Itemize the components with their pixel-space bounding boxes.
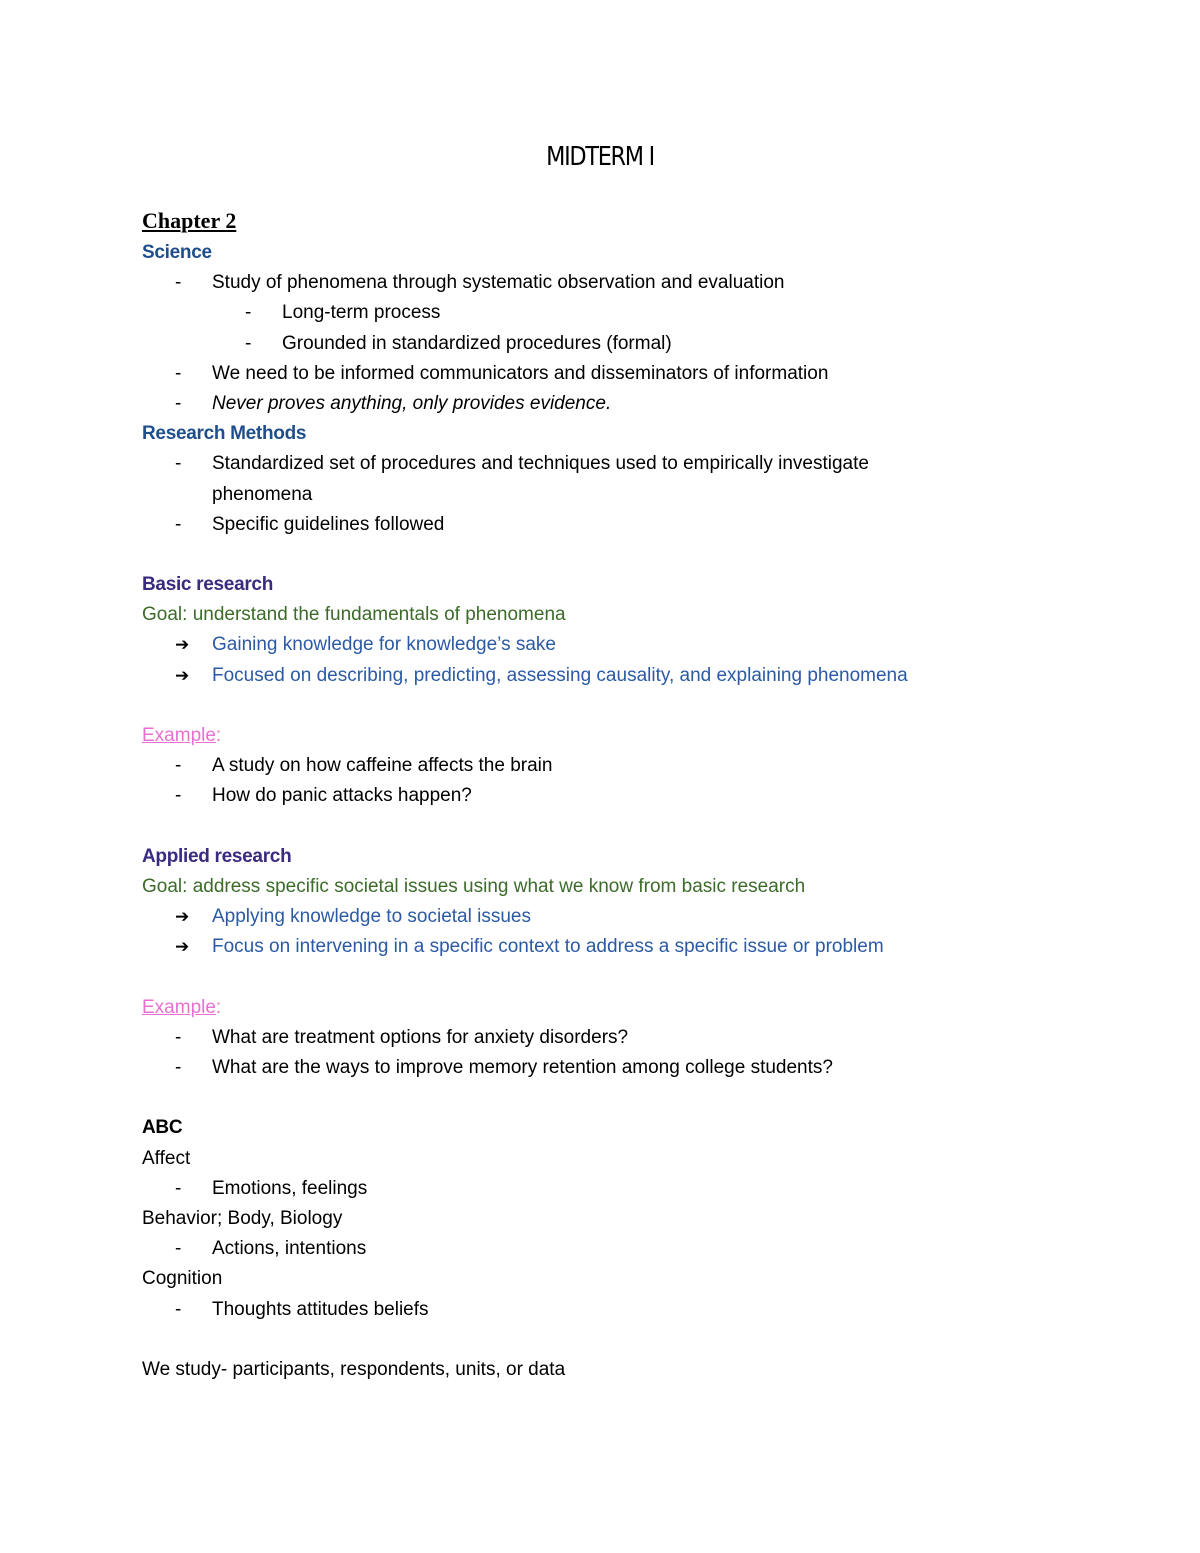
list-item <box>142 389 1042 419</box>
list-item <box>142 1234 1042 1264</box>
study-units-line: We study- participants, respondents, units, or data <box>142 1358 566 1380</box>
science-heading: Science <box>142 242 212 263</box>
example-link[interactable]: Example <box>142 996 216 1018</box>
basic-research-heading: Basic research <box>142 574 274 596</box>
arrow-list-item <box>142 661 1042 691</box>
list-item <box>142 1295 1042 1325</box>
arrow-bullet-icon: ➔ <box>175 665 190 685</box>
example-label: Example: <box>142 725 222 746</box>
list-item-text: Grounded in standardized procedures (formal) <box>282 332 672 354</box>
dash-bullet: - <box>175 272 182 294</box>
list-item-text: What are treatment options for anxiety disorders? <box>212 1026 629 1048</box>
arrow-list-item <box>142 932 1042 962</box>
list-item <box>142 751 1042 781</box>
document-title: MIDTERM I <box>546 142 654 172</box>
dash-bullet: - <box>175 1238 182 1260</box>
example-link[interactable]: Example <box>142 725 216 746</box>
dash-bullet: - <box>245 302 252 324</box>
arrow-list-item <box>142 902 1042 932</box>
document-body <box>142 206 1042 1385</box>
applied-research-heading: Applied research <box>142 845 292 867</box>
dash-bullet: - <box>245 332 252 354</box>
list-item-text: What are the ways to improve memory retention among college students? <box>212 1057 833 1079</box>
list-item-text: Specific guidelines followed <box>212 513 445 535</box>
abc-behavior: Behavior; Body, Biology <box>142 1208 343 1229</box>
list-item-text: A study on how caffeine affects the brain <box>212 755 553 777</box>
list-item <box>142 1053 1042 1083</box>
list-item <box>142 298 1042 328</box>
basic-research-goal: Goal: understand the fundamentals of phenomena <box>142 604 566 626</box>
dash-bullet: - <box>175 453 182 475</box>
list-item <box>142 329 1042 359</box>
dash-bullet: - <box>175 1298 182 1320</box>
arrow-bullet-icon: ➔ <box>175 635 190 655</box>
list-item <box>142 449 1042 479</box>
list-item-text: Study of phenomena through systematic observation and evaluation <box>212 272 785 294</box>
dash-bullet: - <box>175 392 182 414</box>
abc-heading: ABC <box>142 1117 183 1139</box>
list-item-text: Emotions, feelings <box>212 1177 368 1199</box>
list-item-text: We need to be informed communicators and disseminators of information <box>212 362 829 384</box>
list-item-text: Never proves anything, only provides evidence. <box>212 392 612 414</box>
list-item-text: Long-term process <box>282 302 441 324</box>
chapter-heading: Chapter 2 <box>142 208 237 233</box>
dash-bullet: - <box>175 785 182 807</box>
list-item-text: Focused on describing, predicting, assessing causality, and explaining phenomena <box>212 664 908 686</box>
abc-affect: Affect <box>142 1147 191 1169</box>
list-item-text: Applying knowledge to societal issues <box>212 906 531 928</box>
list-item-text: How do panic attacks happen? <box>212 785 472 807</box>
dash-bullet: - <box>175 755 182 777</box>
dash-bullet: - <box>175 362 182 384</box>
list-item-continuation: phenomena <box>212 483 313 505</box>
list-item <box>142 510 1042 540</box>
list-item <box>142 781 1042 811</box>
list-item <box>142 1023 1042 1053</box>
dash-bullet: - <box>175 1026 182 1048</box>
list-item-text: Actions, intentions <box>212 1238 367 1260</box>
dash-bullet: - <box>175 513 182 535</box>
dash-bullet: - <box>175 1177 182 1199</box>
list-item-text: Gaining knowledge for knowledge’s sake <box>212 634 556 656</box>
applied-research-goal: Goal: address specific societal issues using what we know from basic research <box>142 875 806 897</box>
research-methods-heading: Research Methods <box>142 423 307 445</box>
list-item <box>142 1174 1042 1204</box>
dash-bullet: - <box>175 1057 182 1079</box>
list-item-text: Thoughts attitudes beliefs <box>212 1298 429 1320</box>
arrow-list-item <box>142 630 1042 660</box>
abc-cognition: Cognition <box>142 1268 223 1290</box>
arrow-bullet-icon: ➔ <box>175 937 190 957</box>
arrow-bullet-icon: ➔ <box>175 907 190 927</box>
list-item <box>142 359 1042 389</box>
list-item <box>142 268 1042 298</box>
list-item-text: Standardized set of procedures and techniques used to empirically investigate <box>212 453 869 475</box>
example-label: Example: <box>142 996 222 1018</box>
list-item-text: Focus on intervening in a specific context to address a specific issue or problem <box>212 936 884 958</box>
